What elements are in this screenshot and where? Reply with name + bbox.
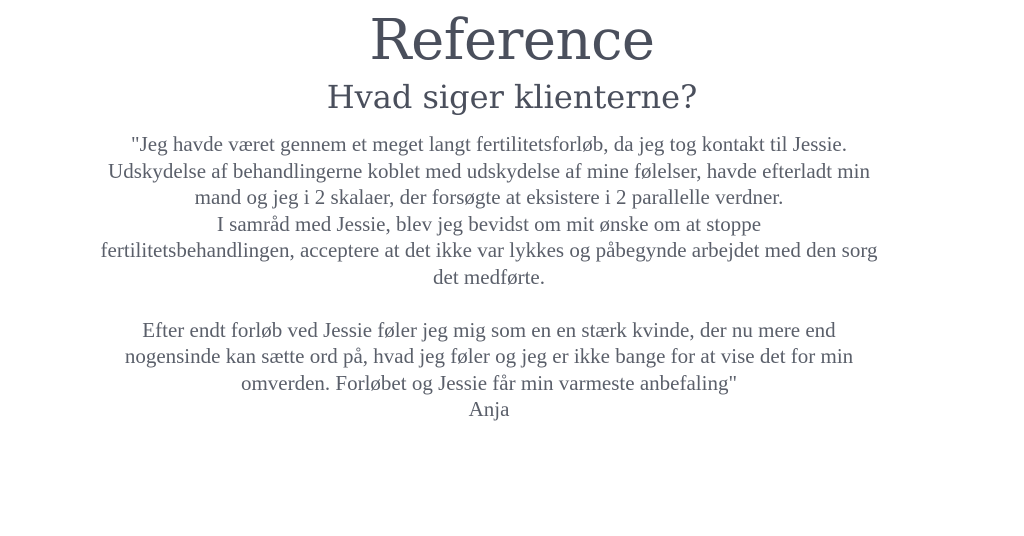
testimonial-line: det medførte. [433,264,545,289]
testimonial-author: Anja [468,397,510,421]
testimonial-quote [12,131,966,423]
testimonial-line: Udskydelse af behandlingerne koblet med udskydelse af mine følelser, havde efterladt min [108,158,870,183]
paragraph-spacer [12,290,966,317]
testimonial-line: omverden. Forløbet og Jessie får min varmeste anbefaling" [240,370,738,395]
testimonial-line: fertilitetsbehandlingen, acceptere at det ikke var lykkes og påbegynde arbejdet med den sorg [100,238,878,262]
testimonial-line: Efter endt forløb ved Jessie føler jeg mig som en en stærk kvinde, der nu mere end [142,317,836,342]
page-subtitle: Hvad siger klienterne? [326,78,698,116]
testimonial-line: I samråd med Jessie, blev jeg bevidst om mit ønske om at stoppe [216,211,762,236]
testimonial-line: mand og jeg i 2 skalaer, der forsøgte at eksistere i 2 parallelle verdner. [194,185,784,209]
testimonial-line: nogensinde kan sætte ord på, hvad jeg føler og jeg er ikke bange for at vise det for min [124,344,854,368]
page-title: Reference [369,8,655,73]
testimonial-line: "Jeg havde været gennem et meget langt fertilitetsforløb, da jeg tog kontakt til Jessie. [131,132,847,156]
